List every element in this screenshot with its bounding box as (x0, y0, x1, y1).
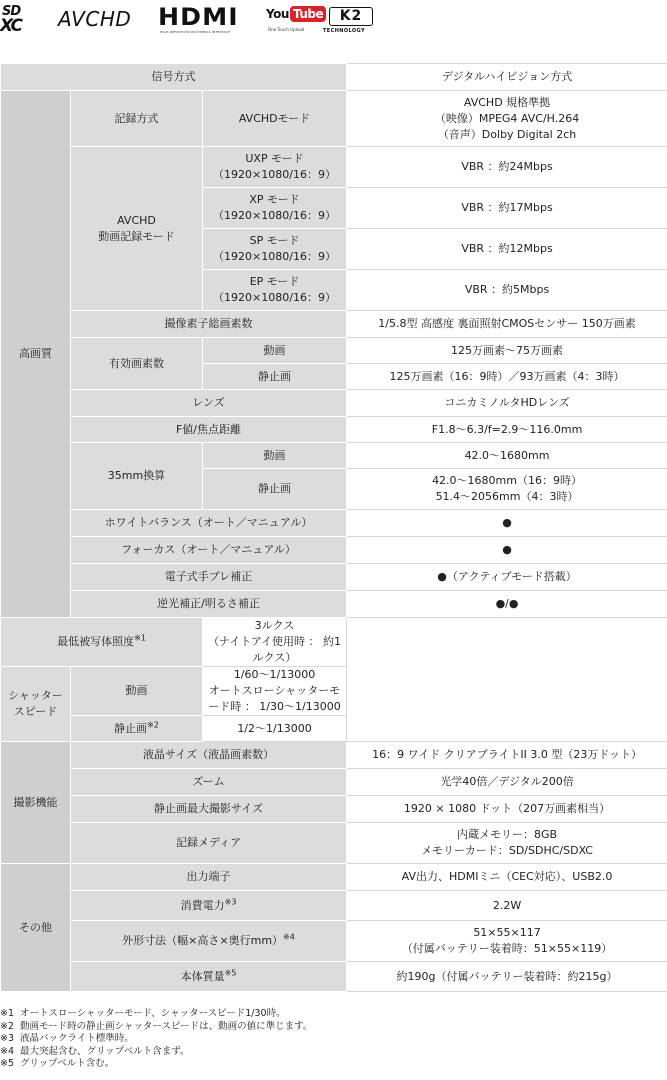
footnote-mark: ※1 (134, 633, 146, 643)
spec-row-min-lux (1, 618, 667, 667)
spec-sub-avchd-mode: AVCHDモード (203, 91, 347, 147)
spec-row-effective-movie (1, 338, 667, 364)
spec-label-shutter: シャッタースピード (1, 667, 71, 742)
spec-label-sensor: 撮像素子総画素数 (71, 311, 347, 338)
spec-value-uxp: VBR ：約24Mbps (347, 147, 667, 188)
spec-row-stab (1, 564, 667, 591)
spec-value-35mm-still: 42.0〜1680mm（16：9時） 51.4〜2056mm（4：3時） (347, 469, 667, 510)
spec-sub-effective-still: 静止画 (203, 364, 347, 390)
spec-value-shutter-movie: 1/60〜1/13000 オートスローシャッターモード時 ： 1/30〜1/13000 (203, 667, 347, 716)
spec-value-weight: 約190g（付属バッテリー装着時：約215g） (347, 962, 667, 992)
spec-row-output (1, 864, 667, 891)
spec-value-still-max: 1920 × 1080 ドット（207万画素相当） (347, 796, 667, 823)
spec-label-35mm: 35mm換算 (71, 443, 203, 510)
spec-value-effective-movie: 125万画素〜75万画素 (347, 338, 667, 364)
spec-row-media (1, 823, 667, 864)
sdxc-logo: SD XC (0, 4, 21, 36)
spec-row-backlight (1, 591, 667, 618)
spec-row-weight (1, 962, 667, 992)
spec-value-35mm-movie: 42.0〜1680mm (347, 443, 667, 469)
spec-row-rec-format (1, 91, 667, 147)
spec-value-backlight: ●/● (347, 591, 667, 618)
spec-value-dims: 51×55×117 （付属バッテリー装着時：51×55×119） (347, 921, 667, 962)
spec-row-shutter-movie (1, 667, 667, 716)
spec-row-35mm-movie (1, 443, 667, 469)
category-shooting: 撮影機能 (1, 742, 71, 864)
k2-technology-logo: K2 TECHNOLOGY (323, 7, 383, 37)
spec-row-signal (1, 64, 667, 91)
spec-label-avchd-mode: AVCHD 動画記録モード (71, 147, 203, 311)
spec-row-lcd (1, 742, 667, 769)
spec-label-dims: 外形寸法（幅×高さ×奥行mm）$^{※4}$ (71, 921, 347, 962)
spec-row-lens (1, 390, 667, 417)
spec-label-rec-format: 記録方式 (71, 91, 203, 147)
spec-value-zoom: 光学40倍／デジタル200倍 (347, 769, 667, 796)
spec-value-xp: VBR ：約17Mbps (347, 188, 667, 229)
spec-label-still-max: 静止画最大撮影サイズ (71, 796, 347, 823)
spec-value-stab: ●（アクティブモード搭載） (347, 564, 667, 591)
spec-label-media: 記録メディア (71, 823, 347, 864)
spec-label-signal: 信号方式 (1, 64, 347, 91)
spec-label-effective: 有効画素数 (71, 338, 203, 390)
hdmi-logo: HDMI HIGH-DEFINITION MULTIMEDIA INTERFACE (158, 3, 239, 34)
spec-value-wb: ● (347, 510, 667, 537)
spec-value-lcd: 16：9 ワイド クリアブライトII 3.0 型（23万ドット） (347, 742, 667, 769)
spec-label-focus: フォーカス（オート／マニュアル） (71, 537, 347, 564)
spec-row-uxp (1, 147, 667, 188)
category-quality: 高画質 (1, 91, 71, 618)
avchd-logo: AVCHD (58, 7, 132, 31)
footnote-item: ※4 最大突起含む、グリップベルト含まず。 (0, 1045, 190, 1057)
footnote-mark: ※4 (283, 932, 295, 942)
spec-row-fnum (1, 417, 667, 443)
footnote-mark: ※2 (147, 719, 159, 729)
footnote-mark: ※5 (224, 967, 237, 977)
spec-value-effective-still: 125万画素（16：9時）／93万画素（4：3時） (347, 364, 667, 390)
spec-row-power (1, 891, 667, 921)
spec-row-shutter-still (1, 716, 667, 742)
logo-strip (0, 0, 667, 42)
spec-value-shutter-still: 1/2〜1/13000 (203, 716, 347, 742)
spec-value-focus: ● (347, 537, 667, 564)
spec-label-stab: 電子式手ブレ補正 (71, 564, 347, 591)
spec-value-signal: デジタルハイビジョン方式 (347, 64, 667, 91)
spec-value-min-lux: 3ルクス （ナイトアイ使用時 ： 約1ルクス） (203, 618, 347, 667)
spec-label-fnum: F値/焦点距離 (71, 417, 347, 443)
spec-label-lcd: 液晶サイズ（液晶画素数） (71, 742, 347, 769)
spec-row-dims (1, 921, 667, 962)
spec-value-ep: VBR ：約5Mbps (347, 270, 667, 311)
spec-sub-shutter-still: 静止画$^{※2}$ (71, 716, 203, 742)
spec-value-output: AV出力、HDMIミニ（CEC対応）、USB2.0 (347, 864, 667, 891)
spec-label-power: 消費電力$^{※3}$ (71, 891, 347, 921)
spec-sub-effective-movie: 動画 (203, 338, 347, 364)
spec-label-zoom: ズーム (71, 769, 347, 796)
spec-sub-35mm-still: 静止画 (203, 469, 347, 510)
spec-value-sp: VBR ：約12Mbps (347, 229, 667, 270)
footnote-item: ※2 動画モード時の静止画シャッタースピードは、動画の値に準じます。 (0, 1020, 313, 1032)
footnote-item: ※5 グリップベルト含む。 (0, 1058, 115, 1069)
spec-sub-uxp: UXP モード （1920×1080/16：9） (203, 147, 347, 188)
spec-value-fnum: F1.8〜6.3/f=2.9〜116.0mm (347, 417, 667, 443)
spec-sub-ep: EP モード （1920×1080/16：9） (203, 270, 347, 311)
spec-label-backlight: 逆光補正/明るさ補正 (71, 591, 347, 618)
spec-value-sensor: 1/5.8型 高感度 裏面照射CMOSセンサー 150万画素 (347, 311, 667, 338)
spec-value-media: 内蔵メモリー：8GB メモリーカード：SD/SDHC/SDXC (347, 823, 667, 864)
spec-sub-sp: SP モード （1920×1080/16：9） (203, 229, 347, 270)
category-other: その他 (1, 864, 71, 992)
spec-row-still-max (1, 796, 667, 823)
spec-label-min-lux: 最低被写体照度$^{※1}$ (1, 618, 203, 667)
footnotes (0, 1008, 667, 1071)
spec-row-zoom (1, 769, 667, 796)
footnote-item: ※1 オートスローシャッターモード、シャッタースピード1/30時。 (0, 1008, 286, 1019)
spec-value-rec-format: AVCHD 規格準拠 （映像）MPEG4 AVC/H.264 （音声）Dolby Digital 2ch (347, 91, 667, 147)
spec-value-power: 2.2W (347, 891, 667, 921)
spec-label-output: 出力端子 (71, 864, 347, 891)
spec-sub-xp: XP モード （1920×1080/16：9） (203, 188, 347, 229)
spec-label-wb: ホワイトバランス（オート／マニュアル） (71, 510, 347, 537)
youtube-logo: You Tube One Touch Upload (266, 6, 314, 38)
spec-value-lens: コニカミノルタHDレンズ (347, 390, 667, 417)
spec-sub-shutter-movie: 動画 (71, 667, 203, 716)
footnote-item: ※3 液晶バックライト標準時。 (0, 1033, 134, 1044)
spec-label-weight: 本体質量$^{※5}$ (71, 962, 347, 992)
footnote-mark: ※3 (224, 896, 237, 906)
spec-sub-35mm-movie: 動画 (203, 443, 347, 469)
spec-label-lens: レンズ (71, 390, 347, 417)
spec-row-wb (1, 510, 667, 537)
spec-row-sensor (1, 311, 667, 338)
spec-table (0, 63, 667, 992)
spec-row-focus (1, 537, 667, 564)
